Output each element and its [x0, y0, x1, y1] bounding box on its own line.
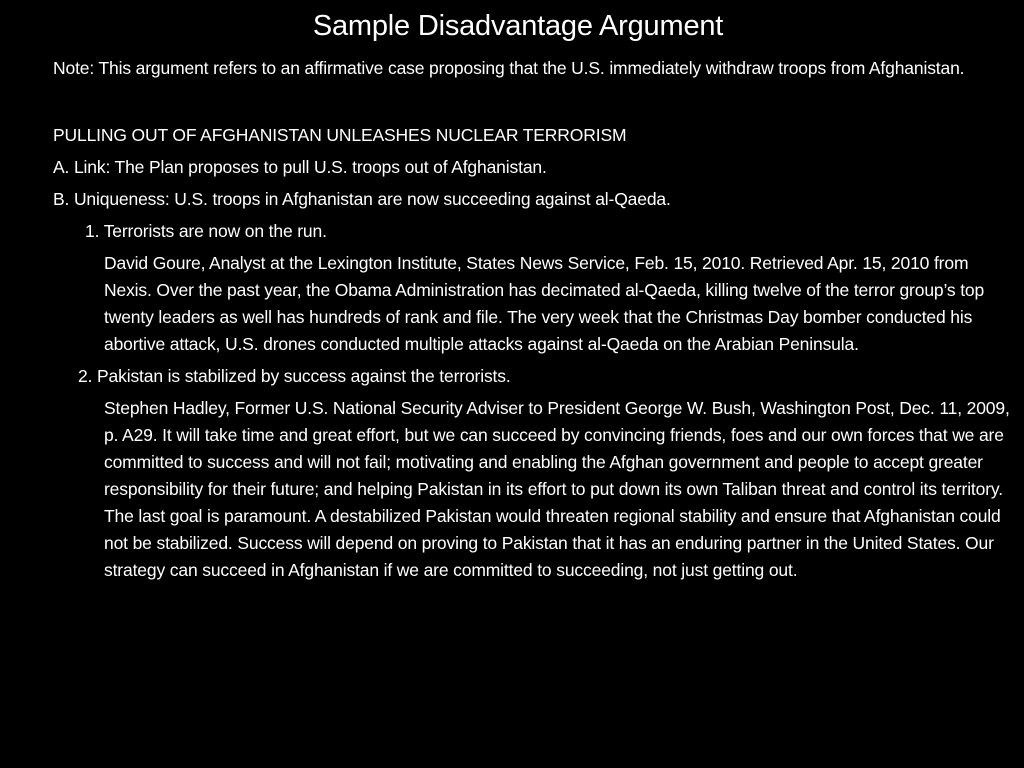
subpoint-1: 1. Terrorists are now on the run. — [85, 221, 327, 241]
evidence-1: David Goure, Analyst at the Lexington Institute, States News Service, Feb. 15, 2010. Retrieved Apr. 15, 2010 from Nexis. Over the past year, the Obama Administration has decimated al-Qaeda, killing twelve of the terror group’s top twenty leaders as well has hundreds of rank and file. The very week that the Christmas Day bomber conducted his abortive attack, U.S. drones conducted multiple attacks against al-Qaeda on the Arabian Peninsula. — [104, 253, 985, 354]
point-a-link: A. Link: The Plan proposes to pull U.S. troops out of Afghanistan. — [53, 157, 547, 177]
evidence-2: Stephen Hadley, Former U.S. National Security Adviser to President George W. Bush, Washington Post, Dec. 11, 2009, p. A29. It will take time and great effort, but we can succeed by convincing friends, foes and our own forces that we are committed to success and will not fail; motivating and enabling the Afghan government and people to accept greater responsibility for their future; and helping Pakistan in its effort to put down its own Taliban threat and control its territory. The last goal is paramount. A destabilized Pakistan would threaten regional stability and ensure that Afghanistan could not be stabilized. Success will depend on proving to Pakistan that it has an enduring partner in the United States. Our strategy can succeed in Afghanistan if we are committed to succeeding, not just getting out. — [104, 398, 1010, 580]
slide-title: Sample Disadvantage Argument — [312, 10, 724, 42]
note-paragraph: Note: This argument refers to an affirmative case proposing that the U.S. immediately withdraw troops from Afghanistan. — [53, 58, 965, 78]
argument-heading: PULLING OUT OF AFGHANISTAN UNLEASHES NUCLEAR TERRORISM — [53, 125, 627, 145]
subpoint-2: 2. Pakistan is stabilized by success against the terrorists. — [78, 366, 511, 386]
point-b-uniqueness: B. Uniqueness: U.S. troops in Afghanistan are now succeeding against al-Qaeda. — [53, 189, 671, 209]
slide-body — [53, 55, 1013, 584]
